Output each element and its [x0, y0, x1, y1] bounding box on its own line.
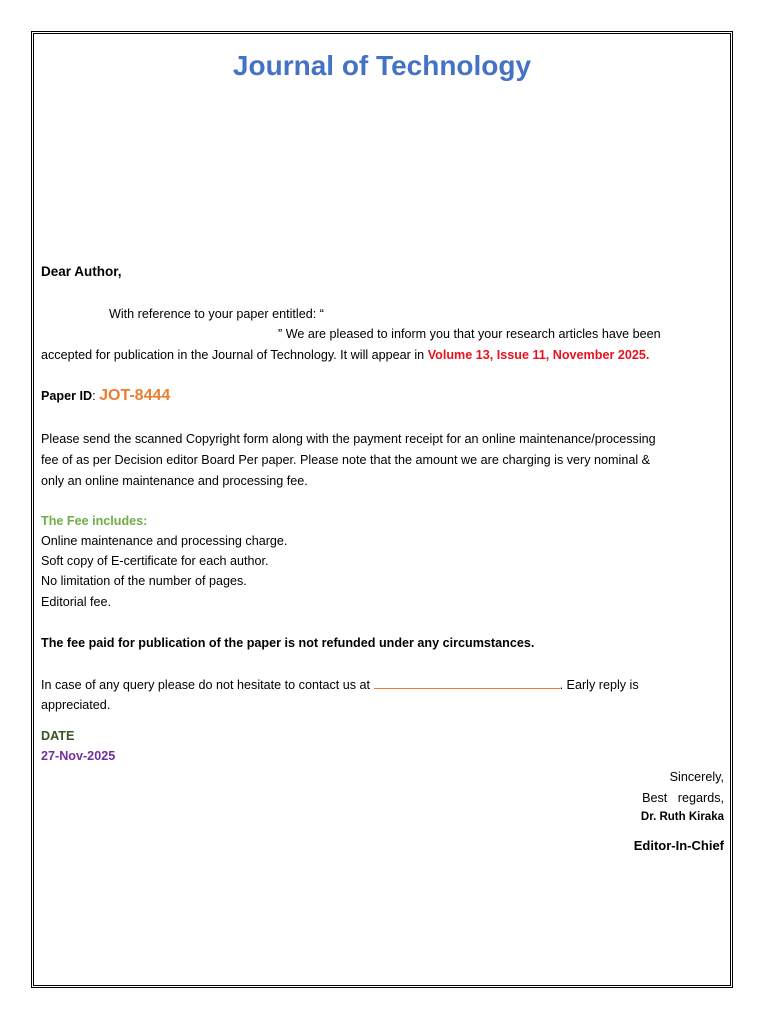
- paper-id-label: Paper ID: [41, 389, 93, 403]
- intro-line-1: With reference to your paper entitled: “: [109, 307, 324, 321]
- signoff-name: Dr. Ruth Kiraka: [640, 811, 724, 823]
- fee-heading: The Fee includes:: [41, 514, 148, 528]
- fee-item: Online maintenance and processing charge.: [41, 534, 288, 548]
- letter-body: [34, 34, 730, 985]
- volume-issue-highlight: Volume 13, Issue 11, November 2025.: [427, 348, 650, 362]
- intro-line-3-text: accepted for publication in the Journal of Technology. It will appear in: [41, 348, 428, 362]
- salutation: Dear Author,: [41, 264, 122, 279]
- paper-id-colon: :: [92, 389, 96, 403]
- signoff-regards: Best regards,: [642, 791, 724, 805]
- request-line-1: Please send the scanned Copyright form along with the payment receipt for an online maintenance/processing: [41, 432, 656, 446]
- intro-line-2: ” We are pleased to inform you that your research articles have been: [278, 327, 661, 341]
- contact-line-2: appreciated.: [41, 698, 111, 712]
- contact-email-blank: [374, 676, 560, 689]
- refund-notice: The fee paid for publication of the paper is not refunded under any circumstances.: [41, 636, 535, 650]
- intro-line-3: [41, 346, 649, 364]
- date-value: 27-Nov-2025: [41, 749, 116, 763]
- fee-item: Editorial fee.: [41, 595, 112, 609]
- journal-title: Journal of Technology: [232, 50, 532, 81]
- fee-item: Soft copy of E-certificate for each author.: [41, 554, 269, 568]
- request-line-2: fee of as per Decision editor Board Per paper. Please note that the amount we are charging is very nominal &: [41, 453, 651, 467]
- paper-id-value: JOT-8444: [99, 387, 171, 404]
- contact-line-1: [41, 676, 639, 694]
- signoff-sincerely: Sincerely,: [669, 770, 724, 784]
- contact-prefix: In case of any query please do not hesitate to contact us at: [41, 678, 374, 692]
- letter-border: [31, 31, 733, 988]
- contact-suffix: . Early reply is: [559, 678, 639, 692]
- request-line-3: only an online maintenance and processing fee.: [41, 474, 308, 488]
- fee-item: No limitation of the number of pages.: [41, 574, 247, 588]
- date-label: DATE: [41, 729, 75, 743]
- signoff-role: Editor-In-Chief: [633, 838, 724, 853]
- paper-id: [41, 387, 170, 405]
